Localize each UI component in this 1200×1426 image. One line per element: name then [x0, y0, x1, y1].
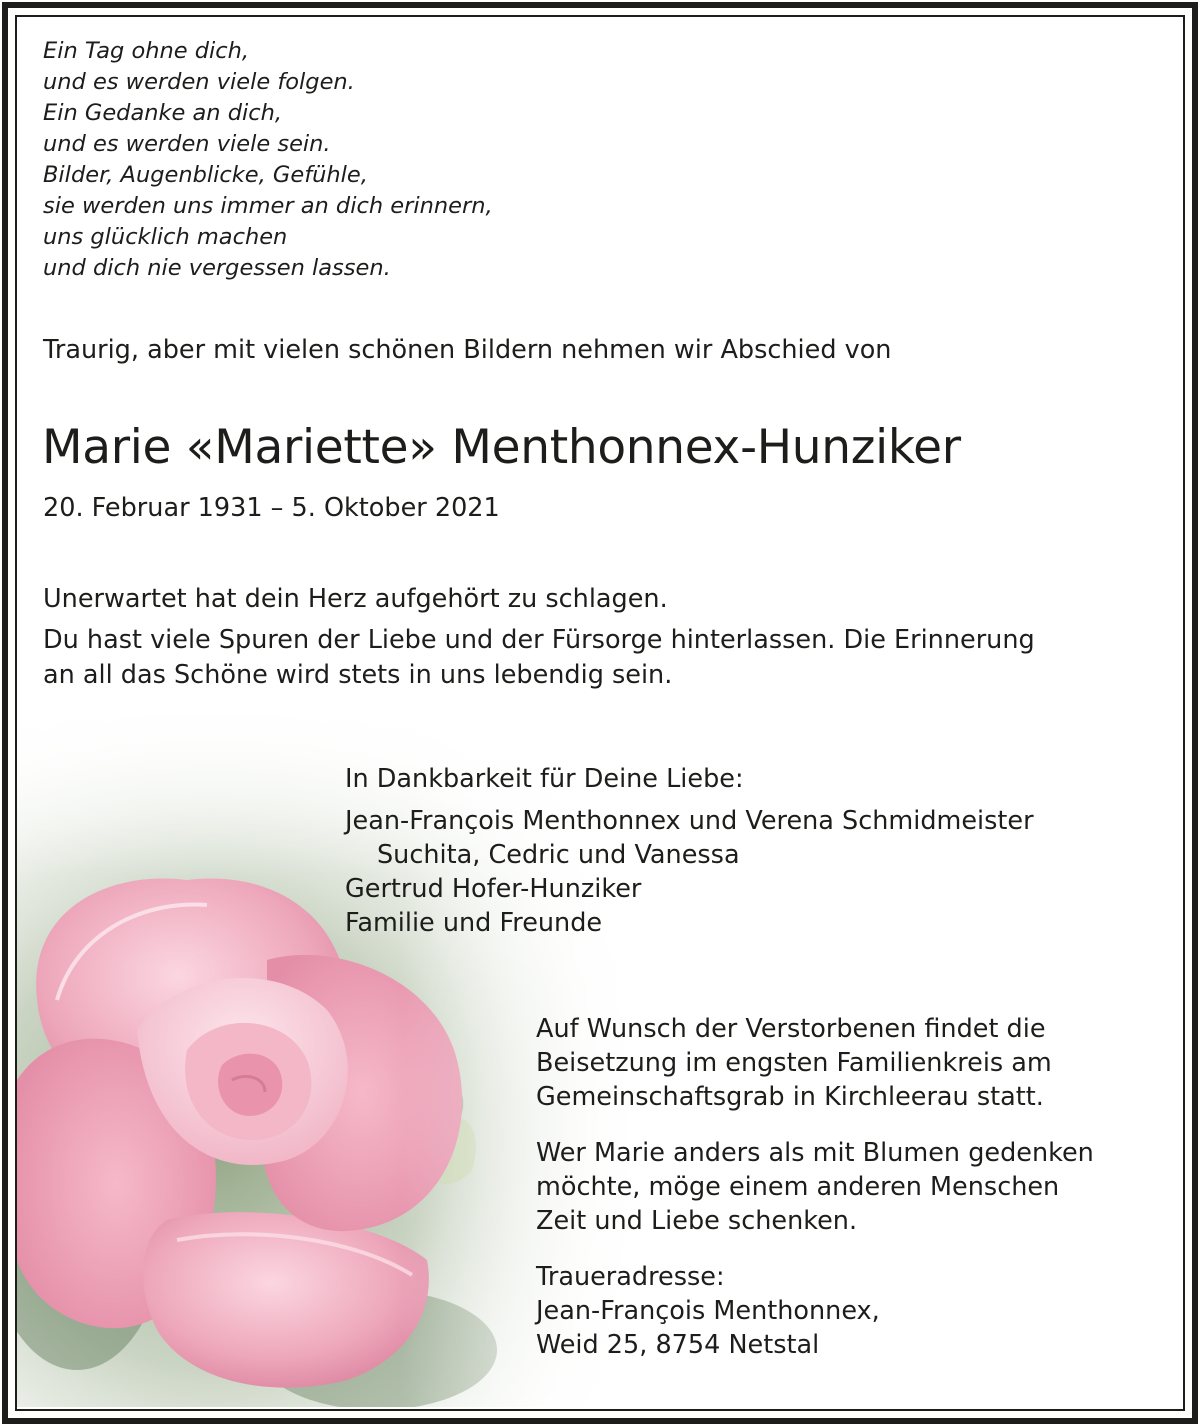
- mourner-line: Jean-François Menthonnex und Verena Schmidmeister: [345, 806, 1034, 836]
- address-name: Jean-François Menthonnex,: [536, 1296, 880, 1326]
- address-street: Weid 25, 8754 Netstal: [536, 1330, 820, 1360]
- poem-line: und es werden viele folgen.: [43, 69, 355, 95]
- poem: [43, 36, 493, 284]
- poem-line: Bilder, Augenblicke, Gefühle,: [43, 162, 368, 188]
- farewell-message: [43, 582, 1035, 693]
- poem-line: und es werden viele sein.: [43, 131, 331, 157]
- poem-line: und dich nie vergessen lassen.: [43, 255, 391, 281]
- deceased-name: Marie «Mariette» Menthonnex-Hunziker: [42, 420, 961, 475]
- intro-text: Traurig, aber mit vielen schönen Bildern nehmen wir Abschied von: [43, 335, 892, 365]
- donation-line: Zeit und Liebe schenken.: [536, 1206, 858, 1236]
- mourner-line: Gertrud Hofer-Hunziker: [345, 874, 642, 904]
- poem-line: Ein Gedanke an dich,: [43, 100, 283, 126]
- donation-line: Wer Marie anders als mit Blumen gedenken: [536, 1138, 1094, 1168]
- address-label: Traueradresse:: [536, 1262, 725, 1292]
- life-dates: 20. Februar 1931 – 5. Oktober 2021: [43, 493, 500, 523]
- mourner-line: Familie und Freunde: [345, 908, 603, 938]
- poem-line: uns glücklich machen: [43, 224, 288, 250]
- details-block: [536, 1012, 1094, 1362]
- burial-line: Beisetzung im engsten Familienkreis am: [536, 1048, 1052, 1078]
- mourners-heading: In Dankbarkeit für Deine Liebe:: [345, 764, 744, 794]
- burial-line: Auf Wunsch der Verstorbenen findet die: [536, 1014, 1046, 1044]
- donation-line: möchte, möge einem anderen Menschen: [536, 1172, 1060, 1202]
- poem-line: Ein Tag ohne dich,: [43, 38, 250, 64]
- message-line-2a: Du hast viele Spuren der Liebe und der Fürsorge hinterlassen. Die Erinnerung: [43, 625, 1035, 655]
- mourner-line: Suchita, Cedric und Vanessa: [377, 840, 740, 870]
- message-line-2b: an all das Schöne wird stets in uns lebendig sein.: [43, 660, 673, 690]
- message-line-1: Unerwartet hat dein Herz aufgehört zu schlagen.: [43, 584, 668, 614]
- poem-line: sie werden uns immer an dich erinnern,: [43, 193, 493, 219]
- burial-line: Gemeinschaftsgrab in Kirchleerau statt.: [536, 1082, 1044, 1112]
- mourners-block: [345, 762, 1034, 940]
